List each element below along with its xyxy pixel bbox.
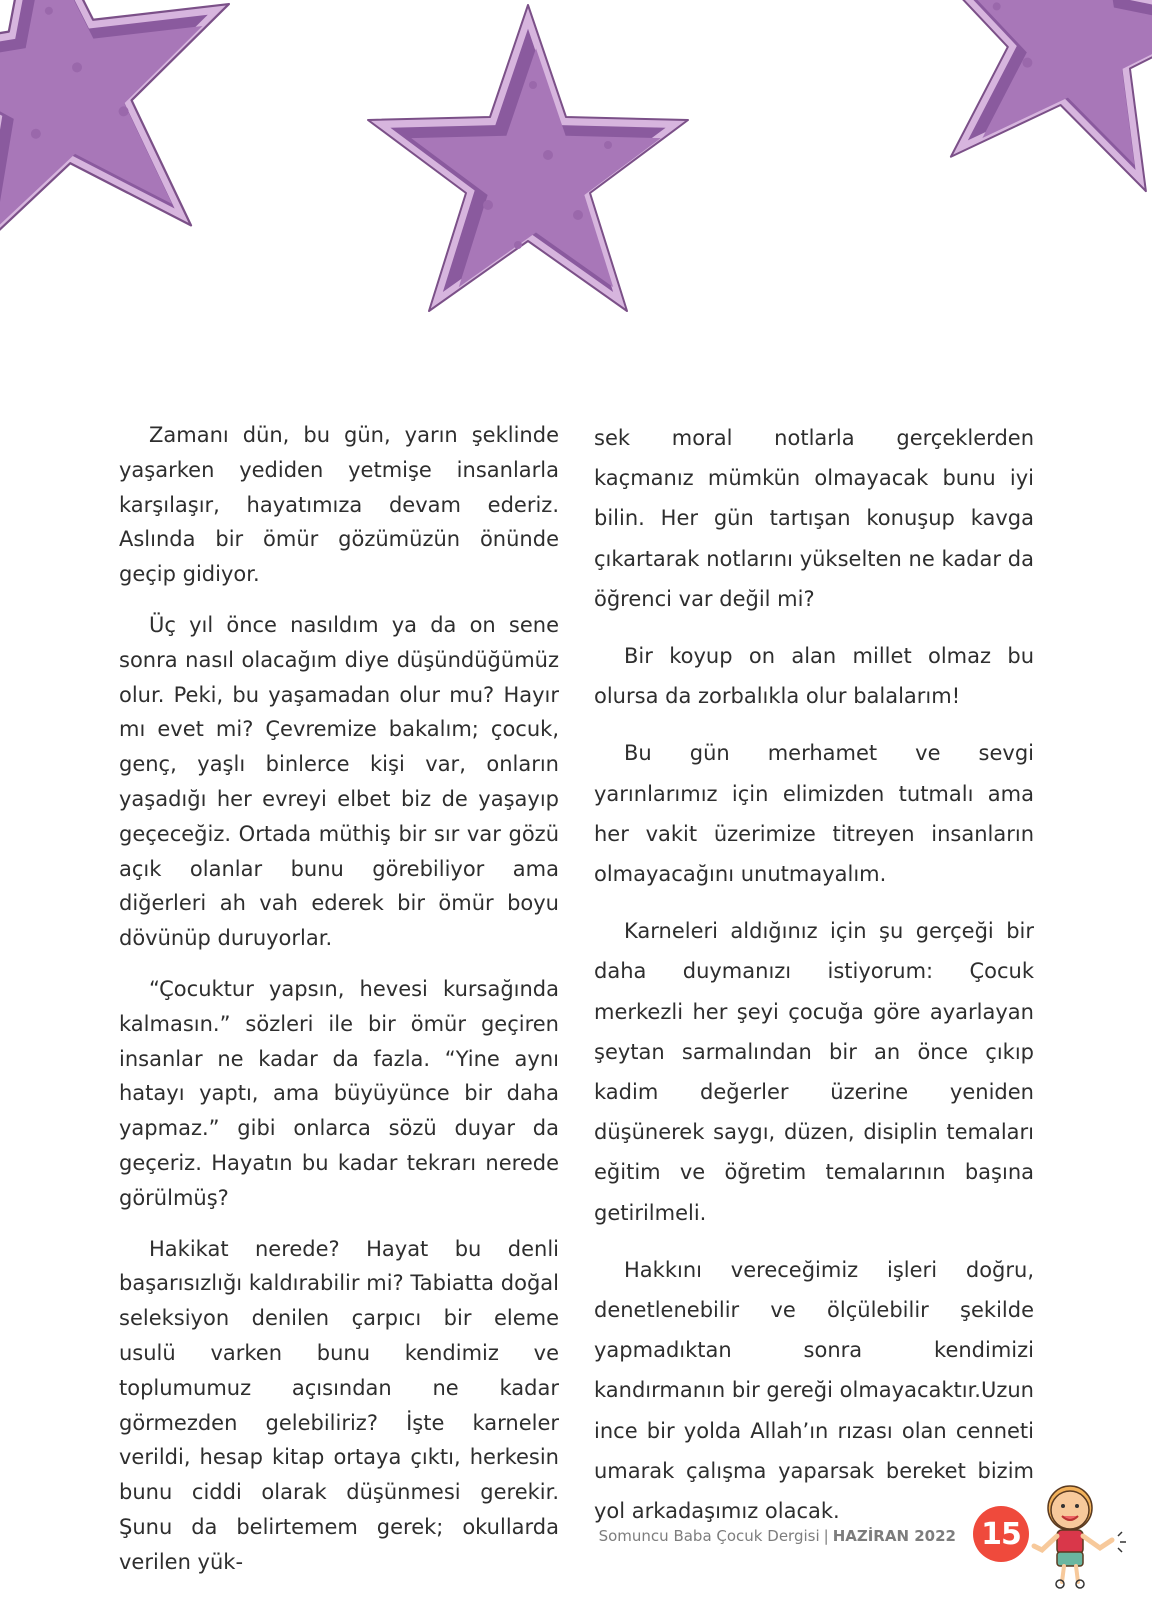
paragraph: Zamanı dün, bu gün, yarın şeklinde yaşarken yediden yetmişe insanlarla karşılaşır, hayatımıza devam ederiz. Aslında bir ömür gözümüzün önünde geçip gidiyor. <box>119 423 559 587</box>
paragraph: “Çocuktur yapsın, hevesi kursağında kalmasın.” sözleri ile bir ömür geçiren insanlar ne kadar da fazla. “Yine aynı hatayı yaptı, ama büyüyünce bir daha yapmaz.” gibi onlarca sözü duyar da geçeriz. Hayatın bu kadar tekrarı nerede görülmüş? <box>119 976 559 1210</box>
footer-magazine-info <box>599 1527 956 1545</box>
page-number: 15 <box>981 1516 1021 1552</box>
star-decoration-right <box>891 0 1152 202</box>
paragraph: Üç yıl önce nasıldım ya da on sene sonra nasıl olacağım diye düşündüğümüz olur. Peki, bu yaşamadan olur mu? Hayır mı evet mi? Çevremize bakalım; çocuk, genç, yaşlı binlerce kişi var, onların yaşadığı her evreyi elbet biz de yaşayıp geçeceğiz. Ortada müthiş bir sır var gözü açık olanlar bunu görebiliyor ama diğerleri ah vah ederek bir ömür boyu dövünüp duruyorlar. <box>119 612 559 951</box>
footer-separator: | <box>823 1527 829 1545</box>
paragraph: Bu gün merhamet ve sevgi yarınlarımız için elimizden tutmalı ama her vakit üzerimize titreyen insanların olmayacağını unutmayalım. <box>594 741 1034 887</box>
star-decoration-left <box>0 0 259 266</box>
paragraph: Bir koyup on alan millet olmaz bu olursa da zorbalıkla olur balalarım! <box>594 644 1034 709</box>
paragraph: Hakkını vereceğimiz işleri doğru, denetlenebilir ve ölçülebilir şekilde yapmadıktan sonra kendimizi kandırmanın bir gereği olmayacaktır.Uzun ince bir yolda Allah’ın rızası olan cenneti umarak çalışma yaparsak bereket bizim yol arkadaşımız olacak. <box>594 1257 1034 1524</box>
star-decorations <box>0 0 1152 360</box>
issue-date: HAZİRAN 2022 <box>832 1527 956 1545</box>
star-decoration-center <box>368 5 688 311</box>
paragraph: Karneleri aldığınız için şu gerçeği bir daha duymanızı istiyorum: Çocuk merkezli her şeyi çocuğa göre ayarlayan şeytan sarmalından bir an önce çıkıp kadim değerler üzerine yeniden düşünerek saygı, düzen, disiplin temaları eğitim ve öğretim temalarının başına getirilmeli. <box>594 919 1034 1225</box>
paragraph-continuation: sek moral notlarla gerçeklerden kaçmanız mümkün olmayacak bunu iyi bilin. Her gün tartışan konuşup kavga çıkartarak notlarını yükselten ne kadar da öğrenci var değil mi? <box>594 426 1034 611</box>
magazine-name: Somuncu Baba Çocuk Dergisi <box>598 1527 820 1545</box>
article-left-column <box>119 418 559 1596</box>
article-right-column <box>594 418 1034 1548</box>
paragraph: Hakikat nerede? Hayat bu denli başarısızlığı kaldırabilir mi? Tabiatta doğal seleksiyon denilen çarpıcı bir eleme usulü varken bunu kendimiz ve toplumumuz açısından ne kadar görmezden gelebiliriz? İşte karneler verildi, hesap kitap ortaya çıktı, herkesin bunu ciddi olarak düşünmesi gerekir. Şunu da belirtemem gerek; okullarda verilen yük- <box>119 1236 559 1574</box>
kid-character-icon <box>1020 1478 1130 1593</box>
